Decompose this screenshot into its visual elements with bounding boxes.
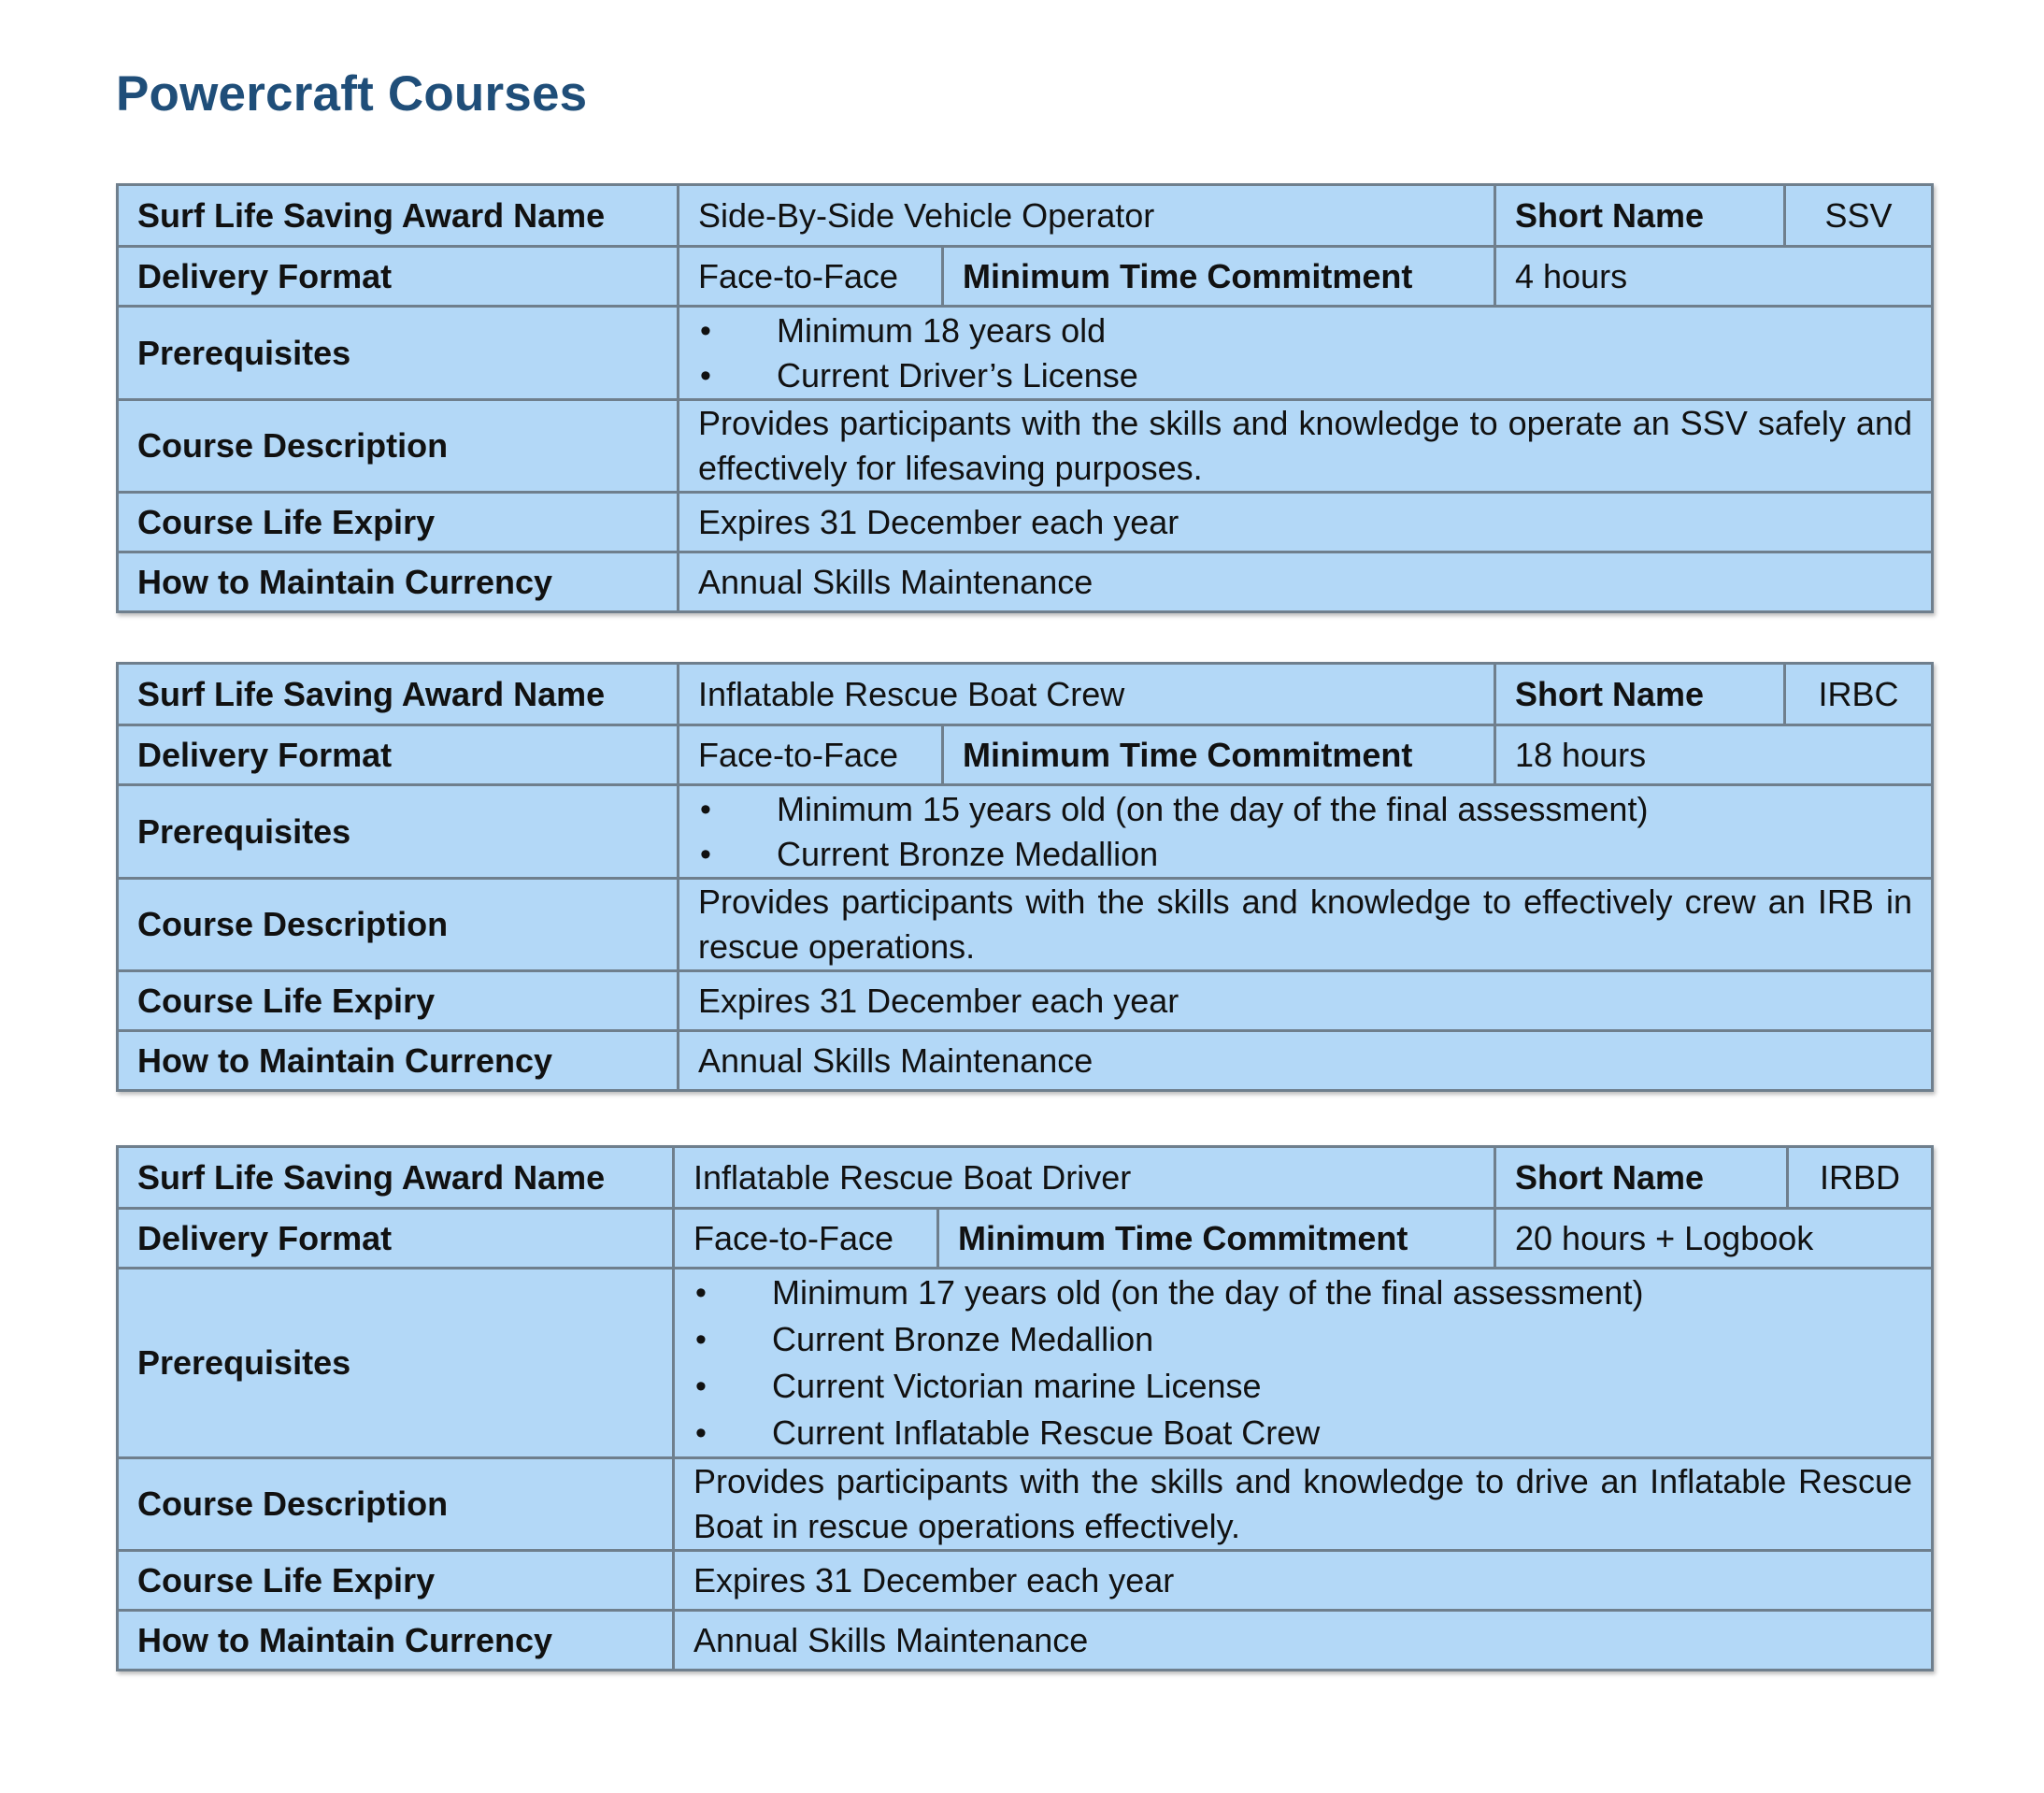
description-value: Provides participants with the skills and knowledge to effectively crew an IRB in rescue operations. xyxy=(679,879,1933,971)
description-label: Course Description xyxy=(118,1458,674,1551)
prerequisites-row xyxy=(118,307,1933,400)
short-name-value: IRBD xyxy=(1788,1147,1933,1209)
prerequisites-list xyxy=(698,787,1912,877)
award-name-value: Inflatable Rescue Boat Driver xyxy=(674,1147,1495,1209)
prerequisite-item xyxy=(698,832,1912,877)
prerequisites-label: Prerequisites xyxy=(118,307,679,400)
prerequisite-text: Minimum 17 years old (on the day of the final assessment) xyxy=(772,1273,1644,1312)
currency-row xyxy=(118,1611,1933,1671)
prerequisite-item xyxy=(698,308,1912,353)
delivery-format-row xyxy=(118,725,1933,785)
expiry-row xyxy=(118,493,1933,552)
award-name-label: Surf Life Saving Award Name xyxy=(118,664,679,725)
bullet-icon: • xyxy=(695,1275,707,1311)
min-time-label: Minimum Time Commitment xyxy=(943,725,1495,785)
description-value: Provides participants with the skills and knowledge to operate an SSV safely and effectively for lifesaving purposes. xyxy=(679,400,1933,493)
delivery-format-label: Delivery Format xyxy=(118,247,679,307)
award-name-label: Surf Life Saving Award Name xyxy=(118,185,679,247)
prerequisite-text: Current Driver’s License xyxy=(777,355,1138,394)
prerequisite-text: Minimum 15 years old (on the day of the final assessment) xyxy=(777,789,1649,828)
min-time-label: Minimum Time Commitment xyxy=(943,247,1495,307)
expiry-row xyxy=(118,1551,1933,1611)
bullet-icon: • xyxy=(700,791,711,827)
prerequisite-text: Current Bronze Medallion xyxy=(772,1320,1154,1358)
expiry-label: Course Life Expiry xyxy=(118,971,679,1031)
award-name-value: Side-By-Side Vehicle Operator xyxy=(679,185,1495,247)
bullet-icon: • xyxy=(695,1415,707,1451)
prerequisites-label: Prerequisites xyxy=(118,1269,674,1458)
description-row xyxy=(118,879,1933,971)
min-time-value: 18 hours xyxy=(1495,725,1933,785)
bullet-icon: • xyxy=(695,1369,707,1404)
expiry-label: Course Life Expiry xyxy=(118,1551,674,1611)
course-table-irbd xyxy=(116,1145,1934,1671)
delivery-format-row xyxy=(118,247,1933,307)
prerequisite-text: Current Victorian marine License xyxy=(772,1367,1262,1405)
prerequisites-list xyxy=(698,308,1912,398)
description-label: Course Description xyxy=(118,400,679,493)
currency-label: How to Maintain Currency xyxy=(118,552,679,612)
award-name-row xyxy=(118,664,1933,725)
bullet-icon: • xyxy=(700,836,711,872)
award-name-label: Surf Life Saving Award Name xyxy=(118,1147,674,1209)
currency-value: Annual Skills Maintenance xyxy=(679,552,1933,612)
description-row xyxy=(118,1458,1933,1551)
short-name-label: Short Name xyxy=(1495,1147,1788,1209)
page-title: Powercraft Courses xyxy=(116,66,588,122)
prerequisite-text: Current Bronze Medallion xyxy=(777,834,1159,873)
short-name-value: SSV xyxy=(1785,185,1933,247)
currency-row xyxy=(118,552,1933,612)
prerequisite-text: Minimum 18 years old xyxy=(777,310,1107,350)
bullet-icon: • xyxy=(695,1322,707,1357)
course-table-irbc xyxy=(116,662,1934,1092)
award-name-row xyxy=(118,185,1933,247)
award-name-value: Inflatable Rescue Boat Crew xyxy=(679,664,1495,725)
prerequisites-row xyxy=(118,1269,1933,1458)
currency-value: Annual Skills Maintenance xyxy=(679,1031,1933,1091)
delivery-format-label: Delivery Format xyxy=(118,725,679,785)
min-time-value: 4 hours xyxy=(1495,247,1933,307)
prerequisite-item xyxy=(693,1316,1912,1363)
prerequisite-text: Current Inflatable Rescue Boat Crew xyxy=(772,1413,1321,1452)
description-label: Course Description xyxy=(118,879,679,971)
short-name-label: Short Name xyxy=(1495,185,1785,247)
bullet-icon: • xyxy=(700,357,711,394)
delivery-format-value: Face-to-Face xyxy=(679,725,943,785)
min-time-label: Minimum Time Commitment xyxy=(938,1209,1495,1269)
short-name-label: Short Name xyxy=(1495,664,1785,725)
delivery-format-value: Face-to-Face xyxy=(674,1209,938,1269)
prerequisites-value xyxy=(679,307,1933,400)
prerequisite-item xyxy=(693,1410,1912,1456)
prerequisite-item xyxy=(693,1363,1912,1410)
currency-value: Annual Skills Maintenance xyxy=(674,1611,1933,1671)
delivery-format-label: Delivery Format xyxy=(118,1209,674,1269)
prerequisites-row xyxy=(118,785,1933,879)
prerequisites-value xyxy=(679,785,1933,879)
prerequisite-item xyxy=(698,353,1912,398)
currency-label: How to Maintain Currency xyxy=(118,1611,674,1671)
bullet-icon: • xyxy=(700,312,711,349)
prerequisite-item xyxy=(693,1269,1912,1316)
delivery-format-value: Face-to-Face xyxy=(679,247,943,307)
prerequisites-label: Prerequisites xyxy=(118,785,679,879)
short-name-value: IRBC xyxy=(1785,664,1933,725)
expiry-label: Course Life Expiry xyxy=(118,493,679,552)
description-row xyxy=(118,400,1933,493)
expiry-value: Expires 31 December each year xyxy=(679,971,1933,1031)
prerequisites-list xyxy=(693,1269,1912,1456)
currency-label: How to Maintain Currency xyxy=(118,1031,679,1091)
min-time-value: 20 hours + Logbook xyxy=(1495,1209,1933,1269)
course-table-ssv xyxy=(116,183,1934,613)
expiry-value: Expires 31 December each year xyxy=(674,1551,1933,1611)
delivery-format-row xyxy=(118,1209,1933,1269)
award-name-row xyxy=(118,1147,1933,1209)
expiry-value: Expires 31 December each year xyxy=(679,493,1933,552)
description-value: Provides participants with the skills and knowledge to drive an Inflatable Rescue Boat in rescue operations effectively. xyxy=(674,1458,1933,1551)
prerequisite-item xyxy=(698,787,1912,832)
expiry-row xyxy=(118,971,1933,1031)
prerequisites-value xyxy=(674,1269,1933,1458)
currency-row xyxy=(118,1031,1933,1091)
